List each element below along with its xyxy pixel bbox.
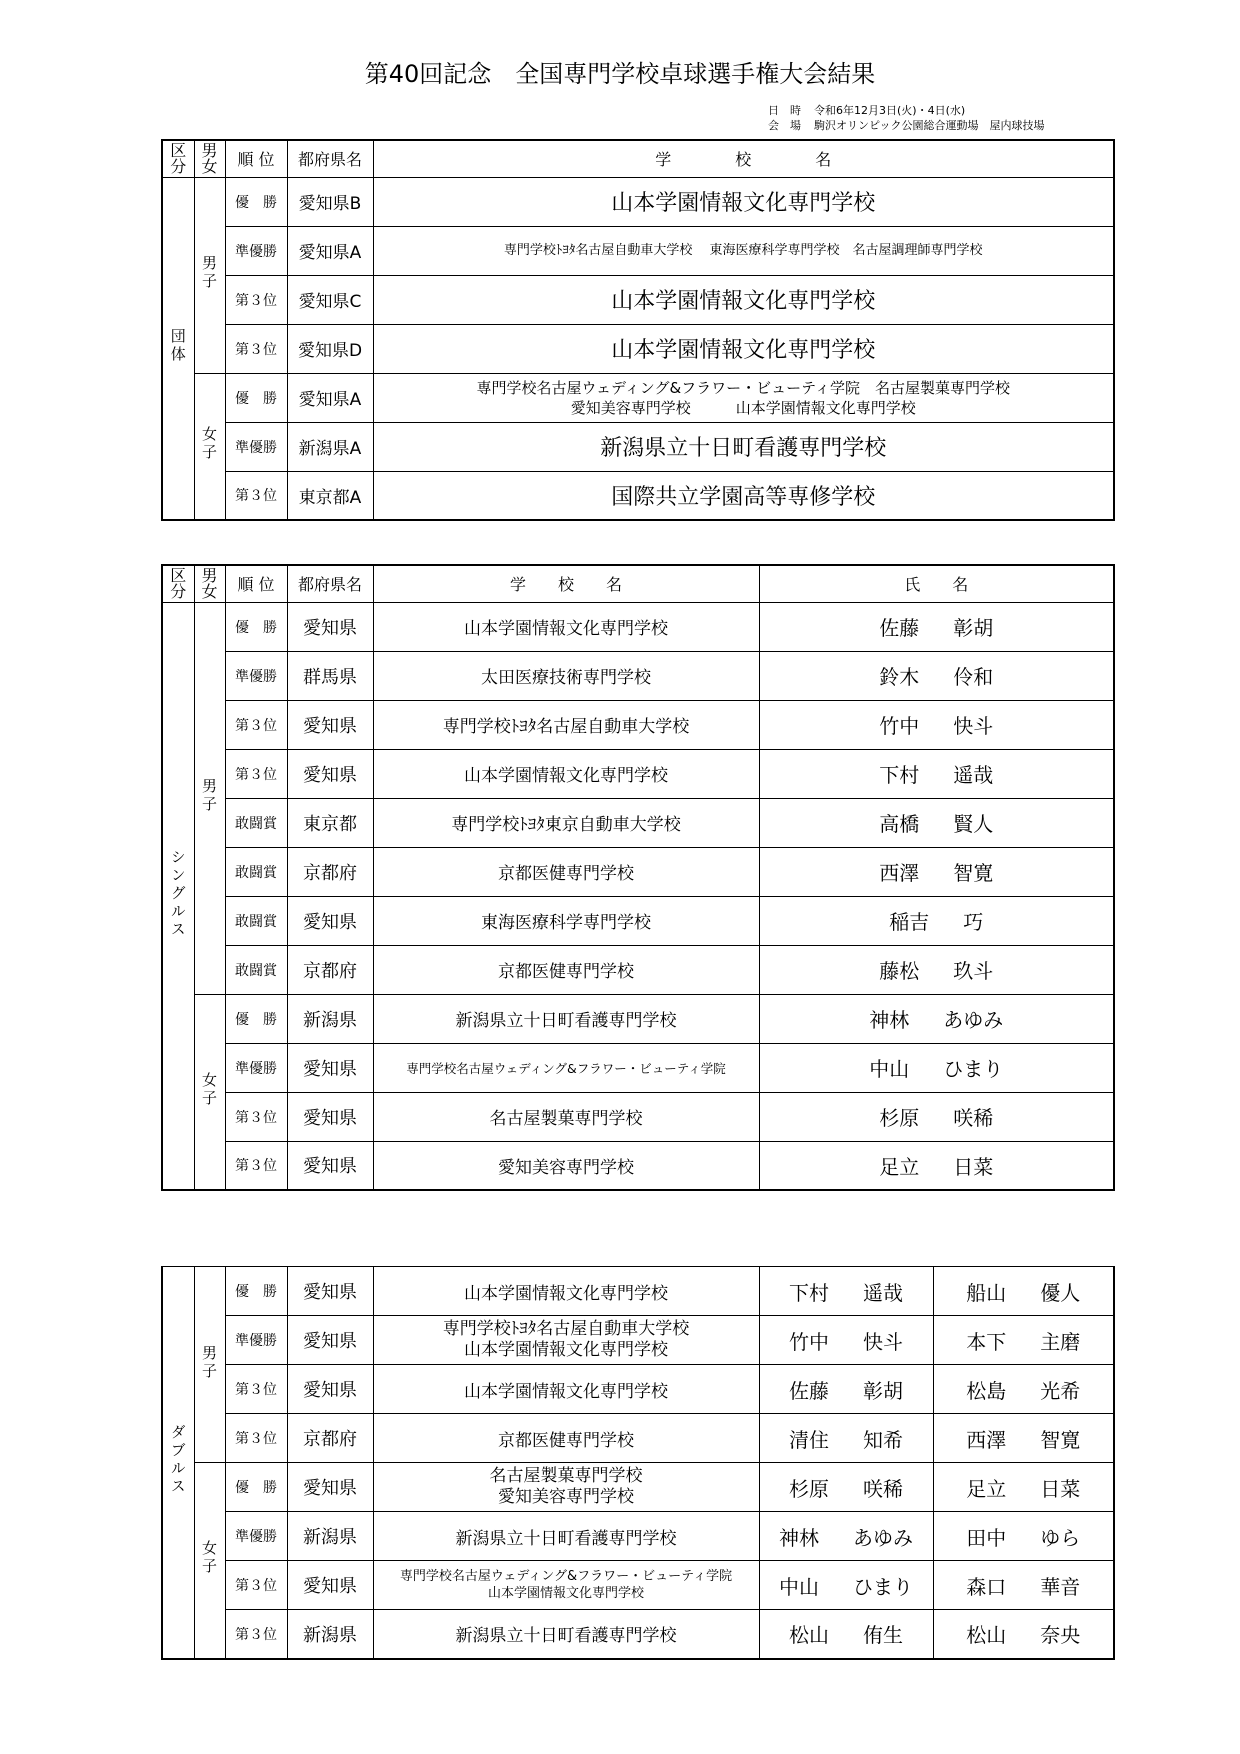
- surname: 足立: [966, 1476, 1007, 1501]
- doubles-row: [162, 1365, 1114, 1414]
- school-name: 新潟県立十日町看護専門学校: [373, 994, 759, 1043]
- team-row: [162, 275, 1114, 324]
- singles-row: [162, 896, 1114, 945]
- player-name: [759, 1043, 1114, 1092]
- school-name: 京都医健専門学校: [373, 945, 759, 994]
- rank: 準優勝: [225, 1512, 287, 1561]
- player-name: [759, 651, 1114, 700]
- surname: 足立: [879, 1154, 920, 1179]
- rank: 第３位: [225, 275, 287, 324]
- doubles-row: [162, 1414, 1114, 1463]
- team-row: [162, 226, 1114, 275]
- header-school: 学 校 名: [373, 140, 1114, 177]
- singles-row: [162, 602, 1114, 651]
- given-name: 咲稀: [953, 1106, 994, 1130]
- doubles-row: [162, 1316, 1114, 1365]
- school-name: [373, 275, 1114, 324]
- surname: 西澤: [966, 1427, 1007, 1452]
- player2-name: [933, 1512, 1114, 1561]
- rank: 優 勝: [225, 373, 287, 422]
- rank: 第３位: [225, 1092, 287, 1141]
- school-name: [373, 1414, 759, 1463]
- school-name: [373, 1610, 759, 1659]
- prefecture: 愛知県: [287, 1463, 373, 1512]
- player1-name: [759, 1365, 933, 1414]
- school-name: [373, 422, 1114, 471]
- rank: 準優勝: [225, 651, 287, 700]
- player-name: [759, 945, 1114, 994]
- prefecture: 愛知県: [287, 1561, 373, 1610]
- school-name: 専門学校ﾄﾖﾀ名古屋自動車大学校: [373, 700, 759, 749]
- gender-male: [194, 1267, 225, 1463]
- prefecture: 新潟県: [287, 1610, 373, 1659]
- stacked-label: 男女: [201, 140, 218, 176]
- school-name: 東海医療科学専門学校: [373, 896, 759, 945]
- surname: 高橋: [879, 812, 920, 836]
- prefecture: 愛知県: [287, 1267, 373, 1316]
- player-name: [759, 749, 1114, 798]
- rank: 敢闘賞: [225, 945, 287, 994]
- surname: 船山: [966, 1280, 1007, 1305]
- given-name: 彰胡: [953, 616, 994, 640]
- stacked-label: 男女: [201, 565, 218, 601]
- rank: 第３位: [225, 1610, 287, 1659]
- school-name-line: 専門学校名古屋ウェディング&フラワー・ビューティ学院: [399, 1569, 733, 1584]
- doubles-row: [162, 1610, 1114, 1659]
- rank: 敢闘賞: [225, 896, 287, 945]
- surname: 佐藤: [879, 616, 920, 640]
- school-name-line: 愛知美容専門学校: [498, 1487, 634, 1507]
- gender-male-label: 男子: [200, 778, 218, 814]
- player2-name: [933, 1365, 1114, 1414]
- player-name: [759, 602, 1114, 651]
- school-name: [373, 1561, 759, 1610]
- date-value: 令和6年12月3日(火)・4日(水): [814, 104, 966, 117]
- doubles-row: [162, 1267, 1114, 1316]
- given-name: 賢人: [953, 812, 994, 836]
- school-name-line: 京都医健専門学校: [498, 1430, 634, 1451]
- surname: 鈴木: [879, 665, 920, 689]
- prefecture: 愛知県A: [287, 226, 373, 275]
- surname: 杉原: [879, 1106, 920, 1130]
- surname: 竹中: [789, 1329, 829, 1354]
- given-name: 彰胡: [863, 1378, 903, 1403]
- rank: 第３位: [225, 749, 287, 798]
- surname: 藤松: [879, 959, 920, 983]
- header-prefecture: 都府県名: [287, 565, 373, 602]
- prefecture: 愛知県: [287, 1141, 373, 1190]
- prefecture: 愛知県: [287, 700, 373, 749]
- player2-name: [933, 1463, 1114, 1512]
- header-row: [162, 140, 1114, 177]
- given-name: 遥哉: [863, 1280, 903, 1305]
- prefecture: 京都府: [287, 1414, 373, 1463]
- gender-female-label: 女子: [200, 1540, 218, 1577]
- school-name: 山本学園情報文化専門学校: [373, 602, 759, 651]
- given-name: 智寛: [1040, 1427, 1081, 1452]
- surname: 森口: [966, 1574, 1007, 1599]
- prefecture: 愛知県C: [287, 275, 373, 324]
- singles-row: [162, 847, 1114, 896]
- player1-name: [759, 1512, 933, 1561]
- rank: 第３位: [225, 1141, 287, 1190]
- player-name: [759, 896, 1114, 945]
- rank: 優 勝: [225, 177, 287, 226]
- given-name: 華音: [1040, 1574, 1081, 1599]
- given-name: 咲稀: [863, 1476, 903, 1501]
- header-name: 氏 名: [759, 565, 1114, 602]
- player1-name: [759, 1610, 933, 1659]
- school-name-line: 新潟県立十日町看護専門学校: [600, 436, 887, 461]
- gender-male: [194, 602, 225, 994]
- prefecture: 愛知県: [287, 896, 373, 945]
- category-team-label: 団体: [168, 328, 187, 365]
- player-name: [759, 700, 1114, 749]
- school-name-line: 山本学園情報文化専門学校: [611, 338, 876, 363]
- player2-name: [933, 1610, 1114, 1659]
- rank: 第３位: [225, 1561, 287, 1610]
- surname: 竹中: [879, 714, 920, 738]
- singles-row: [162, 798, 1114, 847]
- prefecture: 愛知県: [287, 749, 373, 798]
- prefecture: 愛知県: [287, 1043, 373, 1092]
- school-name: [373, 1365, 759, 1414]
- rank: 敢闘賞: [225, 847, 287, 896]
- prefecture: 東京都: [287, 798, 373, 847]
- given-name: ひまり: [943, 1057, 1004, 1081]
- player-name: [759, 1141, 1114, 1190]
- player2-name: [933, 1316, 1114, 1365]
- header-school: 学 校 名: [373, 565, 759, 602]
- date-label: 日 時: [768, 104, 801, 117]
- given-name: 日菜: [953, 1154, 994, 1179]
- header-category: [162, 140, 194, 177]
- rank: 第３位: [225, 324, 287, 373]
- given-name: 日菜: [1040, 1476, 1081, 1501]
- team-row: [162, 471, 1114, 520]
- school-name-line: 山本学園情報文化専門学校: [464, 1381, 668, 1402]
- rank: 準優勝: [225, 1316, 287, 1365]
- given-name: 玖斗: [953, 959, 994, 983]
- school-name: [373, 177, 1114, 226]
- given-name: あゆみ: [853, 1525, 913, 1550]
- player1-name: [759, 1316, 933, 1365]
- player1-name: [759, 1561, 933, 1610]
- rank: 第３位: [225, 700, 287, 749]
- school-name-line: 専門学校名古屋ウェディング&フラワー・ビューティ学院 名古屋製菓専門学校: [476, 378, 1010, 397]
- rank: 優 勝: [225, 1463, 287, 1512]
- surname: 中山: [779, 1574, 819, 1599]
- given-name: 智寛: [953, 861, 994, 885]
- prefecture: 愛知県: [287, 1365, 373, 1414]
- school-name-line: 新潟県立十日町看護専門学校: [455, 1528, 677, 1549]
- category-singles-label: シングルス: [168, 848, 187, 939]
- header-rank: 順 位: [225, 140, 287, 177]
- rank: 準優勝: [225, 422, 287, 471]
- rank: 敢闘賞: [225, 798, 287, 847]
- player1-name: [759, 1414, 933, 1463]
- header-gender: [194, 565, 225, 602]
- school-name-line: 専門学校ﾄﾖﾀ名古屋自動車大学校 東海医療科学専門学校 名古屋調理師専門学校: [503, 243, 983, 258]
- player-name: [759, 798, 1114, 847]
- school-name-line: 愛知美容専門学校 山本学園情報文化専門学校: [570, 398, 916, 417]
- surname: 松島: [966, 1378, 1007, 1403]
- singles-row: [162, 700, 1114, 749]
- surname: 西澤: [879, 861, 920, 885]
- prefecture: 群馬県: [287, 651, 373, 700]
- stacked-label: 区分: [170, 140, 187, 176]
- category-doubles: [162, 1267, 194, 1659]
- rank: 準優勝: [225, 226, 287, 275]
- player2-name: [933, 1561, 1114, 1610]
- school-name: [373, 324, 1114, 373]
- surname: 神林: [869, 1008, 910, 1032]
- gender-female: [194, 373, 225, 520]
- school-name-line: 山本学園情報文化専門学校: [464, 1283, 668, 1304]
- given-name: 快斗: [863, 1329, 903, 1354]
- surname: 本下: [966, 1329, 1007, 1354]
- doubles-results-table: [161, 1266, 1115, 1660]
- rank: 優 勝: [225, 1267, 287, 1316]
- category-singles: [162, 602, 194, 1190]
- school-name: [373, 1512, 759, 1561]
- school-name: 専門学校名古屋ウェディング&フラワー・ビューティ学院: [373, 1043, 759, 1092]
- school-name: 専門学校ﾄﾖﾀ東京自動車大学校: [373, 798, 759, 847]
- category-doubles-label: ダブルス: [168, 1424, 187, 1497]
- gender-female: [194, 1463, 225, 1659]
- prefecture: 愛知県: [287, 1092, 373, 1141]
- gender-male: [194, 177, 225, 373]
- player-name: [759, 847, 1114, 896]
- gender-female-label: 女子: [200, 426, 218, 463]
- event-date: [768, 104, 965, 118]
- team-row: [162, 177, 1114, 226]
- rank: 準優勝: [225, 1043, 287, 1092]
- doubles-row: [162, 1561, 1114, 1610]
- event-venue: [768, 119, 1045, 133]
- school-name-line: 国際共立学園高等専修学校: [611, 484, 876, 510]
- singles-row: [162, 651, 1114, 700]
- prefecture: 愛知県: [287, 1316, 373, 1365]
- surname: 佐藤: [789, 1378, 829, 1403]
- team-row: [162, 324, 1114, 373]
- school-name-line: 山本学園情報文化専門学校: [487, 1586, 644, 1601]
- prefecture: 愛知県B: [287, 177, 373, 226]
- school-name-line: 名古屋製菓専門学校: [489, 1466, 643, 1486]
- player2-name: [933, 1267, 1114, 1316]
- header-gender: [194, 140, 225, 177]
- prefecture: 東京都A: [287, 471, 373, 520]
- school-name: 愛知美容専門学校: [373, 1141, 759, 1190]
- given-name: ゆら: [1040, 1525, 1081, 1550]
- prefecture: 新潟県: [287, 1512, 373, 1561]
- prefecture: 京都府: [287, 945, 373, 994]
- player2-name: [933, 1414, 1114, 1463]
- gender-male-label: 男子: [200, 255, 218, 291]
- header-prefecture: 都府県名: [287, 140, 373, 177]
- school-name: [373, 471, 1114, 520]
- prefecture: 愛知県A: [287, 373, 373, 422]
- given-name: 巧: [963, 910, 984, 934]
- surname: 下村: [789, 1280, 829, 1305]
- school-name-line: 専門学校ﾄﾖﾀ名古屋自動車大学校: [442, 1319, 690, 1339]
- header-rank: 順 位: [225, 565, 287, 602]
- school-name: [373, 1267, 759, 1316]
- given-name: ひまり: [853, 1574, 913, 1599]
- school-name: 太田医療技術専門学校: [373, 651, 759, 700]
- school-name: 名古屋製菓専門学校: [373, 1092, 759, 1141]
- singles-row: [162, 945, 1114, 994]
- page-title: 第40回記念 全国専門学校卓球選手権大会結果: [364, 60, 876, 88]
- player-name: [759, 1092, 1114, 1141]
- prefecture: 愛知県: [287, 602, 373, 651]
- school-name: [373, 373, 1114, 422]
- singles-row: [162, 994, 1114, 1043]
- prefecture: 京都府: [287, 847, 373, 896]
- rank: 第３位: [225, 1414, 287, 1463]
- given-name: 伶和: [953, 665, 994, 689]
- given-name: 遥哉: [953, 763, 994, 787]
- school-name: 山本学園情報文化専門学校: [373, 749, 759, 798]
- surname: 田中: [966, 1525, 1007, 1550]
- surname: 松山: [789, 1623, 829, 1648]
- category-team: [162, 177, 194, 520]
- school-name-line: 山本学園情報文化専門学校: [464, 1340, 668, 1360]
- team-row: [162, 373, 1114, 422]
- given-name: 知希: [863, 1427, 903, 1452]
- header-category: [162, 565, 194, 602]
- surname: 清住: [789, 1427, 829, 1452]
- singles-row: [162, 1092, 1114, 1141]
- prefecture: 愛知県D: [287, 324, 373, 373]
- given-name: 光希: [1040, 1378, 1081, 1403]
- surname: 稲吉: [889, 910, 930, 934]
- rank: 第３位: [225, 1365, 287, 1414]
- surname: 松山: [966, 1623, 1007, 1648]
- rank: 優 勝: [225, 994, 287, 1043]
- school-name-line: 山本学園情報文化専門学校: [611, 289, 876, 314]
- surname: 下村: [879, 763, 920, 787]
- doubles-row: [162, 1512, 1114, 1561]
- given-name: 侑生: [863, 1623, 903, 1648]
- player1-name: [759, 1463, 933, 1512]
- player-name: [759, 994, 1114, 1043]
- gender-male-label: 男子: [200, 1344, 218, 1381]
- singles-row: [162, 749, 1114, 798]
- singles-row: [162, 1141, 1114, 1190]
- doubles-row: [162, 1463, 1114, 1512]
- school-name: 京都医健専門学校: [373, 847, 759, 896]
- given-name: 奈央: [1040, 1623, 1081, 1648]
- singles-results-table: [161, 564, 1115, 1191]
- given-name: あゆみ: [943, 1008, 1004, 1032]
- singles-row: [162, 1043, 1114, 1092]
- surname: 杉原: [789, 1476, 829, 1501]
- surname: 神林: [779, 1525, 819, 1550]
- gender-female: [194, 994, 225, 1190]
- surname: 中山: [869, 1057, 910, 1081]
- school-name: [373, 1316, 759, 1365]
- rank: 第３位: [225, 471, 287, 520]
- given-name: 優人: [1040, 1280, 1081, 1305]
- school-name: [373, 226, 1114, 275]
- rank: 優 勝: [225, 602, 287, 651]
- given-name: 快斗: [953, 714, 994, 738]
- school-name: [373, 1463, 759, 1512]
- school-name-line: 山本学園情報文化専門学校: [611, 191, 876, 216]
- stacked-label: 区分: [170, 565, 187, 601]
- venue-value: 駒沢オリンピック公園総合運動場 屋内球技場: [814, 119, 1045, 132]
- gender-female-label: 女子: [200, 1071, 218, 1108]
- player1-name: [759, 1267, 933, 1316]
- team-results-table: [161, 139, 1115, 521]
- header-row: [162, 565, 1114, 602]
- school-name-line: 新潟県立十日町看護専門学校: [455, 1626, 677, 1647]
- team-row: [162, 422, 1114, 471]
- prefecture: 新潟県: [287, 994, 373, 1043]
- prefecture: 新潟県A: [287, 422, 373, 471]
- given-name: 主磨: [1040, 1329, 1081, 1354]
- venue-label: 会 場: [768, 119, 801, 132]
